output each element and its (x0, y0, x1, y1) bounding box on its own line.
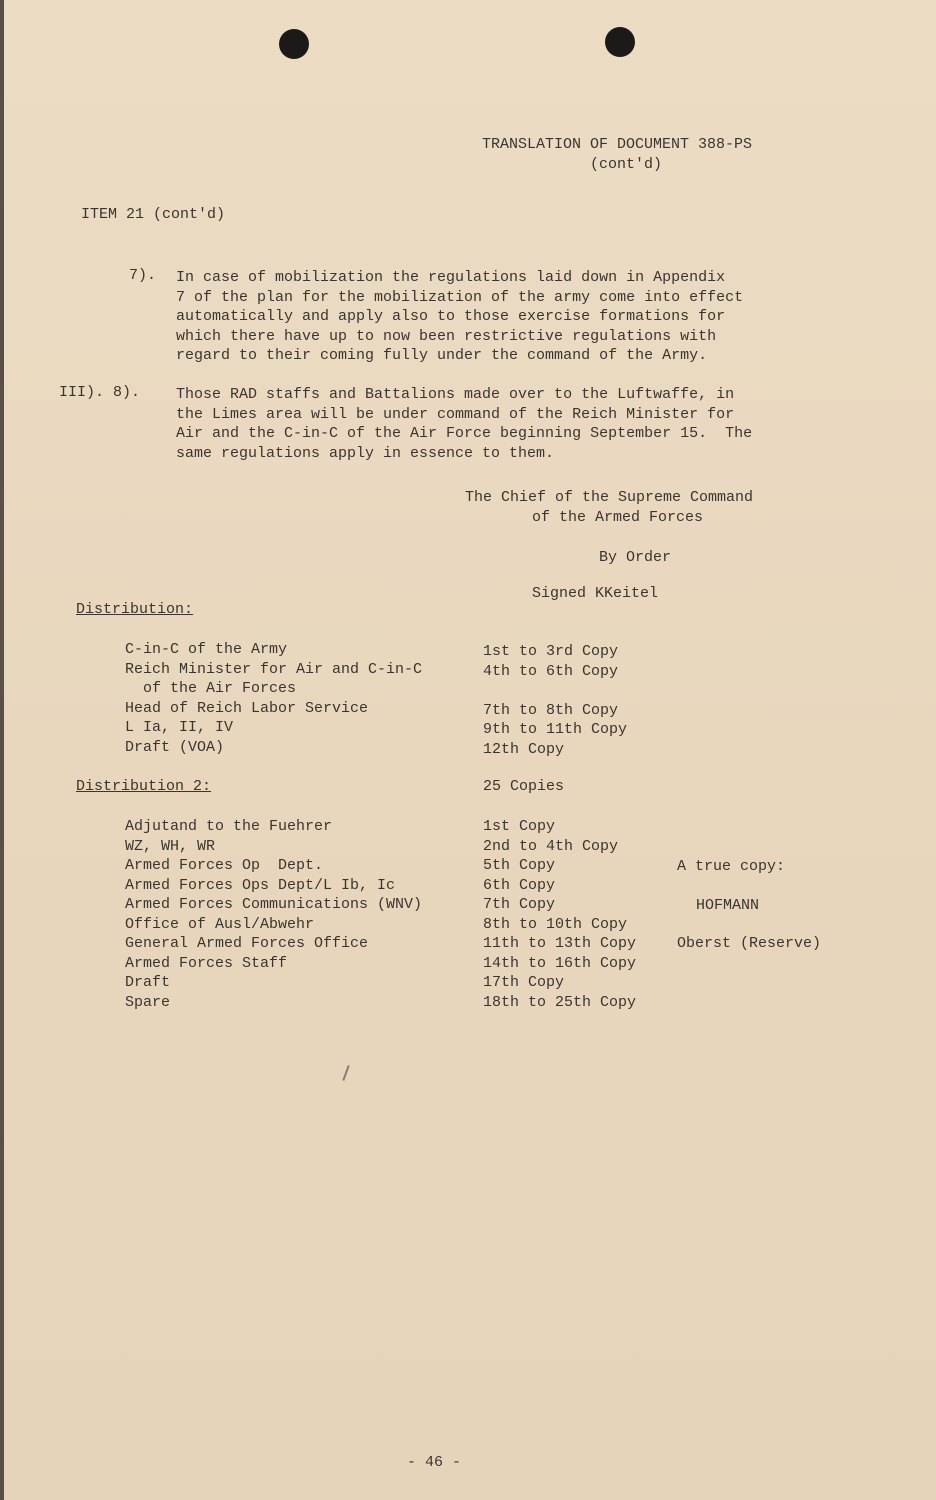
by-order: By Order (599, 549, 672, 566)
copy-range: 6th Copy (483, 876, 556, 894)
recipient: Draft (VOA) (125, 738, 225, 756)
recipient: Armed Forces Communications (WNV) (125, 896, 423, 913)
punch-hole-left (279, 29, 309, 59)
stray-mark (342, 1065, 349, 1081)
copy-range: 1st to 3rd Copy (483, 643, 619, 660)
para8-body (176, 385, 752, 463)
para7-line: automatically and apply also to those exercise formations for (176, 308, 726, 325)
para7-body (176, 268, 743, 366)
recipient: Office of Ausl/Abwehr (125, 915, 315, 933)
copy-range: 5th Copy (483, 857, 556, 874)
copy-range: 1st Copy (483, 818, 556, 835)
recipient: Reich Minister for Air and C-in-C (125, 660, 423, 678)
distribution-recipients (125, 640, 422, 757)
para8-line: same regulations apply in essence to them. (176, 444, 555, 462)
recipient: Spare (125, 993, 171, 1011)
copy-range: 2nd to 4th Copy (483, 837, 619, 855)
copy-range: 12th Copy (483, 740, 565, 758)
certifier-rank: Oberst (Reserve) (677, 935, 822, 952)
recipient: L Ia, II, IV (125, 719, 234, 736)
distribution2-total: 25 Copies (483, 778, 565, 795)
page-number: - 46 - (407, 1454, 462, 1471)
copy-range: 9th to 11th Copy (483, 721, 628, 738)
para7-line: In case of mobilization the regulations laid down in Appendix (176, 269, 726, 286)
recipient: C-in-C of the Army (125, 641, 288, 658)
recipient: General Armed Forces Office (125, 935, 369, 952)
recipient: Armed Forces Ops Dept/L Ib, Ic (125, 876, 396, 894)
copy-range: 8th to 10th Copy (483, 915, 628, 933)
distribution2-heading: Distribution 2: (76, 778, 212, 795)
copy-range: 18th to 25th Copy (483, 993, 637, 1011)
punch-hole-right (605, 27, 635, 57)
recipient: Armed Forces Op Dept. (125, 857, 324, 874)
para8-line: Those RAD staffs and Battalions made over to the Luftwaffe, in (176, 386, 735, 403)
distribution-copies (483, 642, 627, 759)
distribution2-recipients (125, 817, 422, 1012)
para7-number: 7). (129, 267, 157, 284)
distribution2-copies (483, 817, 636, 1012)
recipient: WZ, WH, WR (125, 837, 216, 855)
document-title: TRANSLATION OF DOCUMENT 388-PS (482, 136, 753, 153)
recipient: of the Air Forces (125, 680, 297, 697)
recipient: Head of Reich Labor Service (125, 699, 369, 717)
recipient: Draft (125, 974, 171, 991)
certifier-name: HOFMANN (696, 897, 760, 914)
true-copy-label: A true copy: (677, 858, 786, 875)
signed-name: Signed KKeitel (532, 585, 659, 602)
item-label: ITEM 21 (cont'd) (81, 206, 226, 223)
distribution-heading: Distribution: (76, 601, 194, 618)
signature-line1: The Chief of the Supreme Command (465, 489, 754, 506)
para7-line: 7 of the plan for the mobilization of the army come into effect (176, 288, 744, 306)
para7-line: regard to their coming fully under the command of the Army. (176, 347, 708, 364)
para8-line: the Limes area will be under command of the Reich Minister for (176, 405, 735, 423)
para8-number: III). 8). (59, 384, 141, 401)
copy-range: 14th to 16th Copy (483, 954, 637, 972)
recipient: Adjutand to the Fuehrer (125, 818, 333, 835)
recipient: Armed Forces Staff (125, 954, 288, 972)
page-edge (0, 0, 4, 1500)
copy-range: 4th to 6th Copy (483, 662, 619, 680)
copy-range: 7th Copy (483, 896, 556, 913)
document-subtitle: (cont'd) (590, 156, 663, 173)
copy-range (483, 681, 627, 701)
para7-line: which there have up to now been restrictive regulations with (176, 327, 717, 345)
copy-range: 17th Copy (483, 974, 565, 991)
para8-line: Air and the C-in-C of the Air Force beginning September 15. The (176, 425, 753, 442)
copy-range: 11th to 13th Copy (483, 935, 637, 952)
copy-range: 7th to 8th Copy (483, 701, 619, 719)
signature-line2: of the Armed Forces (532, 509, 704, 526)
